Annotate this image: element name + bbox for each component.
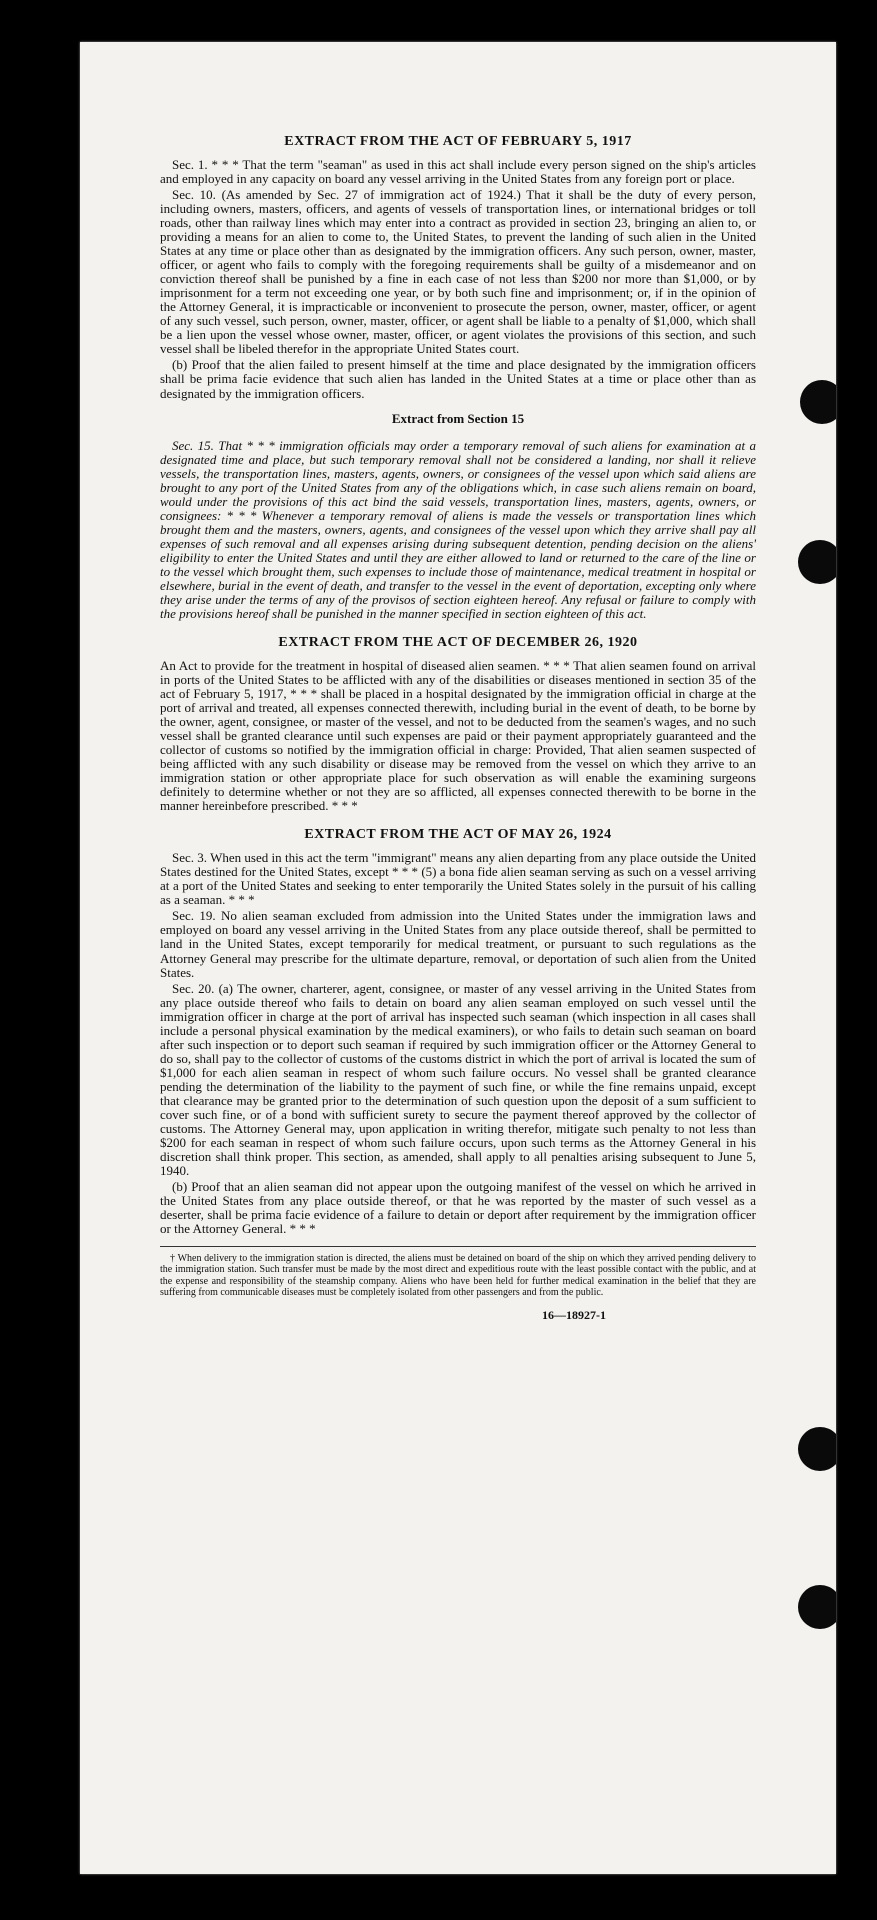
paragraph: (b) Proof that the alien failed to present himself at the time and place designated by the immigration officers shall be prima facie evidence that such alien has landed in the United States at a time or place other than as designated by the immigration officers. xyxy=(160,357,756,401)
paragraph: Sec. 20. (a) The owner, charterer, agent, consignee, or master of any vessel arriving in the United States from any place outside thereof who fails to detain on board any alien seaman employed on such vessel until the immigration officer in charge at the port of arrival has inspected such seaman (which inspection in all cases shall include a personal physical examination by the medical examiners), or who fails to detain such seaman on board after such inspection or to deport such seaman if required by such immigration officer or the Attorney General to do so, shall pay to the collector of customs of the customs district in which the port of arrival is located the sum of $1,000 for each alien seaman in respect of whom such failure occurs. No vessel shall be granted clearance pending the determination of the liability to the payment of such fine, or while the fine remains unpaid, except that clearance may be granted prior to the determination of such question upon the deposit of a sum sufficient to cover such fine, or of a bond with sufficient surety to secure the payment thereof approved by the collector of customs. The Attorney General may, upon application in writing therefor, mitigate such penalty to not less than $200 for each seaman in respect of whom such failure occurs, upon such terms as the Attorney General in his discretion shall think proper. This section, as amended, shall apply to all penalties arising subsequent to June 5, 1940. xyxy=(160,980,756,1178)
section-heading: EXTRACT FROM THE ACT OF DECEMBER 26, 1920 xyxy=(278,634,638,650)
footnote-text: † When delivery to the immigration station is directed, the aliens must be detained on board of the ship on which they arrived pending delivery to the immigration station. Such transfer must be made by the most direct and expeditious route with the least possible contact with the public, and at the expense and responsibility of the steamship company. Aliens who have been held for further medical examination in the belief that they are suffering from communicable diseases must be completely isolated from other passengers and from the public. xyxy=(160,1253,756,1298)
document-body xyxy=(160,134,756,1834)
paragraph: Sec. 15. That * * * immigration officials may order a temporary removal of such aliens for examination at a designated time and place, but such temporary removal shall not be considered a landing, nor shall it relieve vessels, the transportation lines, masters, agents, owners, or consignees of the vessel upon which said aliens are brought to any port of the United States from any of the obligations which, in case such aliens remain on board, would under the provisions of this act bind the said vessels, transportation lines, masters, agents, owners, or consignees: * * * Whenever a temporary removal of aliens is made the vessels or transportation lines which brought them and the masters, owners, agents, and consignees of the vessel upon which they arrive shall pay all expenses of such removal and all expenses arising during subsequent detention, pending decision on the aliens' eligibility to enter the United States and until they are either allowed to land or returned to the care of the line or to the vessel which brought them, such expenses to include those of maintenance, medical treatment in hospital or elsewhere, burial in the event of death, and transfer to the vessel in the event of deportation, excepting only where they arise under the terms of any of the provisos of section eighteen hereof. Any refusal or failure to comply with the provisions hereof shall be punished in the manner specified in section eighteen of this act. xyxy=(160,437,756,621)
paragraph: Sec. 3. When used in this act the term "immigrant" means any alien departing from any place outside the United States destined for the United States, except * * * (5) a bona fide alien seaman serving as such on a vessel arriving at a port of the United States and seeking to enter temporarily the United States solely in the pursuit of his calling as a seaman. * * * xyxy=(160,850,756,908)
section-heading: EXTRACT FROM THE ACT OF MAY 26, 1924 xyxy=(304,827,612,843)
section-subheading: Extract from Section 15 xyxy=(391,410,525,426)
paragraph: Sec. 10. (As amended by Sec. 27 of immigration act of 1924.) That it shall be the duty of every person, including owners, masters, officers, and agents of vessels of transportation lines, or international bridges or toll roads, other than railway lines which may enter into a contract as provided in section 23, bringing an alien to, or providing a means for an alien to come to, the United States, to prevent the landing of such alien in the United States at any time or place other than as designated by the immigration officers. Any such person, owner, master, officer, or agent who fails to comply with the foregoing requirements shall be guilty of a misdemeanor and on conviction thereof shall be punished by a fine in each case of not less than $200 nor more than $1,000, or by imprisonment for a term not exceeding one year, or by both such fine and imprisonment; or, if in the opinion of the Attorney General, it is impracticable or inconvenient to prosecute the person, owner, master, officer, or agent of any such vessel, such person, owner, master, officer, or agent shall be liable to a penalty of $1,000, which shall be a lien upon the vessel whose owner, master, officer, or agent violates the provisions of this section, and such vessel shall be libeled therefor in the appropriate United States court. xyxy=(160,187,756,357)
punch-hole-icon xyxy=(800,380,836,424)
section-heading: EXTRACT FROM THE ACT OF FEBRUARY 5, 1917 xyxy=(284,134,632,149)
punch-hole-icon xyxy=(798,540,836,584)
punch-hole-icon xyxy=(798,1585,836,1629)
footnote xyxy=(160,1246,756,1298)
form-code: 16—18927-1 xyxy=(542,1307,606,1322)
punch-hole-icon xyxy=(798,1427,836,1471)
paragraph: Sec. 1. * * * That the term "seaman" as used in this act shall include every person signed on the ship's articles and employed in any capacity on board any vessel arriving in the United States from any foreign port or place. xyxy=(160,157,756,187)
paragraph: Sec. 19. No alien seaman excluded from admission into the United States under the immigration laws and employed on board any vessel arriving in the United States from any place outside thereof, shall be permitted to land in the United States, except temporarily for medical treatment, or pursuant to such regulations as the Attorney General may prescribe for the ultimate departure, removal, or deportation of such alien from the United States. xyxy=(160,908,756,980)
paragraph: An Act to provide for the treatment in hospital of diseased alien seamen. * * * That alien seamen found on arrival in ports of the United States to be afflicted with any of the disabilities or diseases mentioned in section 35 of the act of February 5, 1917, * * * shall be placed in a hospital designated by the immigration official in charge at the port of arrival and treated, all expenses connected therewith, including burial in the event of death, to be borne by the owner, agent, consignee, or master of the vessel, and not to be deducted from the seamen's wages, and no such vessel shall be granted clearance until such expenses are paid or their payment appropriately guaranteed and the collector of customs so notified by the immigration official in charge: Provided, That alien seamen suspected of being afflicted with any such disability or disease may be removed from the vessel on which they arrive to an immigration station or other appropriate place for such observation as will enable the examining surgeons definitely to determine whether or not they are so afflicted, all expenses connected therewith to be borne in the manner hereinbefore prescribed. * * * xyxy=(160,657,756,814)
paragraph: (b) Proof that an alien seaman did not appear upon the outgoing manifest of the vessel on which he arrived in the United States from any place outside thereof, or that he was reported by the master of such vessel as a deserter, shall be prima facie evidence of a failure to detain or deport after requirement by the immigration officer or the Attorney General. * * * xyxy=(160,1179,756,1237)
document-page xyxy=(80,42,836,1874)
